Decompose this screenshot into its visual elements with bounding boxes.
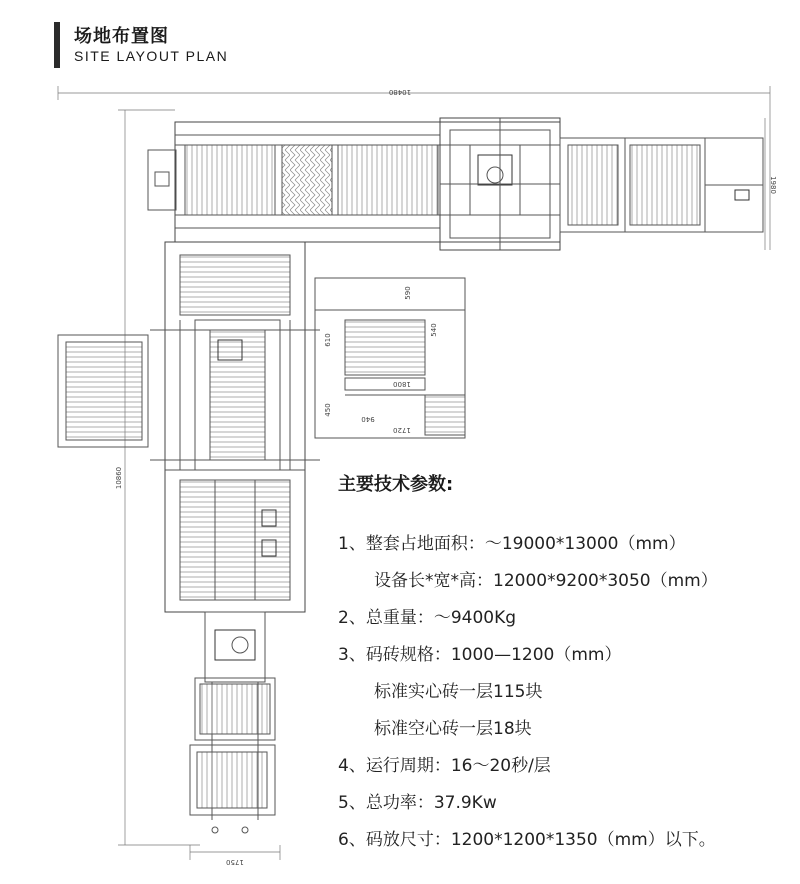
- left-roller-table: [58, 335, 148, 447]
- param-line-dimensions: 设备长*宽*高：12000*9200*3050（mm）: [374, 571, 718, 591]
- param-line-solid-brick: 标准实心砖一层115块: [374, 682, 543, 702]
- dimension-label-1720: 1720: [393, 426, 411, 434]
- dimension-label-output-width: 1980: [769, 176, 777, 194]
- dimension-label-540: 540: [430, 323, 438, 337]
- output-roller-table: [560, 138, 763, 232]
- dimension-label-610: 610: [324, 333, 332, 347]
- param-line-brick-spec: 3、码砖规格：1000—1200（mm）: [338, 645, 622, 665]
- dimension-label-1800: 1800: [393, 380, 411, 388]
- dimension-label-940: 940: [361, 415, 375, 423]
- page-subtitle: SITE LAYOUT PLAN: [74, 48, 229, 64]
- param-line-stack-size: 6、码放尺寸：1200*1200*1350（mm）以下。: [338, 830, 716, 850]
- technical-parameters: [338, 470, 798, 859]
- top-conveyor-line: [148, 118, 560, 250]
- page-title: 场地布置图: [74, 26, 169, 47]
- dimension-label-bottom-width: 1750: [226, 858, 244, 866]
- dimension-label-450: 450: [324, 403, 332, 417]
- dimension-label-590: 590: [404, 286, 412, 300]
- pallet-output-area: [190, 612, 275, 833]
- vertical-conveyor-line: [150, 242, 320, 612]
- params-title: 主要技术参数:: [338, 474, 454, 495]
- param-line-floor-area: 1、整套占地面积：～19000*13000（mm）: [338, 534, 686, 554]
- param-line-cycle-time: 4、运行周期：16～20秒/层: [338, 756, 551, 776]
- dimension-label-overall-height: 10860: [115, 466, 123, 490]
- param-line-hollow-brick: 标准空心砖一层18块: [374, 719, 532, 739]
- side-platform: [315, 278, 465, 438]
- param-line-weight: 2、总重量：～9400Kg: [338, 608, 517, 628]
- param-line-power: 5、总功率：37.9Kw: [338, 793, 497, 813]
- dimension-label-overall-length: 10480: [388, 88, 412, 96]
